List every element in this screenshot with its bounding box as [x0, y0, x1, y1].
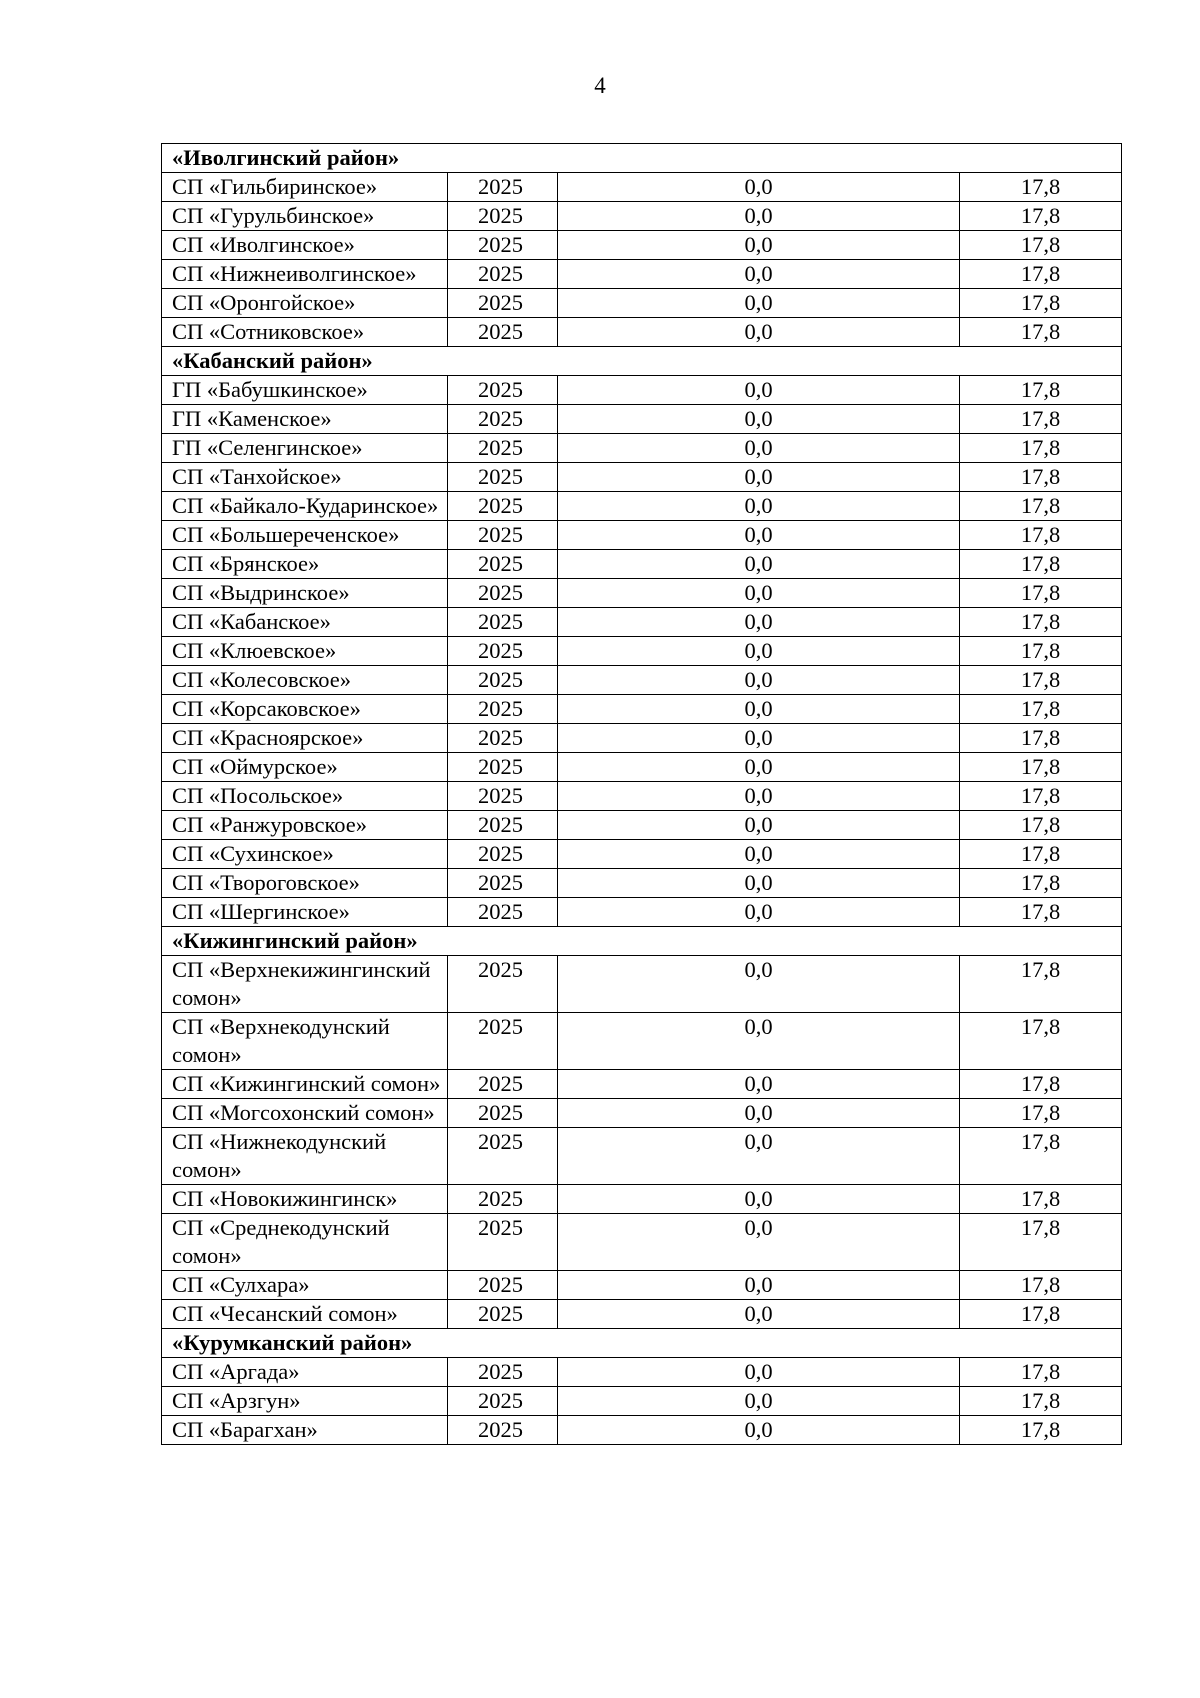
value-2-cell: 17,8: [960, 463, 1122, 492]
settlement-name-cell: СП «Корсаковское»: [162, 695, 448, 724]
value-1-cell: 0,0: [558, 405, 960, 434]
value-2-cell: 17,8: [960, 260, 1122, 289]
table-body: [162, 144, 1122, 1445]
value-1-cell: 0,0: [558, 898, 960, 927]
year-cell: 2025: [448, 695, 558, 724]
table-row: [162, 463, 1122, 492]
value-2-cell: 17,8: [960, 1128, 1122, 1185]
table-row: [162, 1416, 1122, 1445]
table-row: [162, 1185, 1122, 1214]
value-2-cell: 17,8: [960, 956, 1122, 1013]
value-2-cell: 17,8: [960, 1185, 1122, 1214]
value-2-cell: 17,8: [960, 173, 1122, 202]
settlement-name-cell: СП «Оронгойское»: [162, 289, 448, 318]
table-row: [162, 637, 1122, 666]
settlement-name-cell: СП «Сотниковское»: [162, 318, 448, 347]
value-1-cell: 0,0: [558, 811, 960, 840]
value-2-cell: 17,8: [960, 405, 1122, 434]
year-cell: 2025: [448, 608, 558, 637]
year-cell: 2025: [448, 782, 558, 811]
year-cell: 2025: [448, 666, 558, 695]
settlement-name-cell: ГП «Бабушкинское»: [162, 376, 448, 405]
table-row: [162, 202, 1122, 231]
value-2-cell: 17,8: [960, 753, 1122, 782]
settlement-name-cell: СП «Барагхан»: [162, 1416, 448, 1445]
value-2-cell: 17,8: [960, 521, 1122, 550]
table-row: [162, 869, 1122, 898]
year-cell: 2025: [448, 579, 558, 608]
value-1-cell: 0,0: [558, 637, 960, 666]
table-row: [162, 1358, 1122, 1387]
table-row: [162, 521, 1122, 550]
table-row: [162, 579, 1122, 608]
table-row: [162, 753, 1122, 782]
table-row: [162, 492, 1122, 521]
value-2-cell: 17,8: [960, 1300, 1122, 1329]
section-header-row: [162, 347, 1122, 376]
value-1-cell: 0,0: [558, 202, 960, 231]
table-row: [162, 608, 1122, 637]
section-header-row: [162, 927, 1122, 956]
year-cell: 2025: [448, 753, 558, 782]
value-1-cell: 0,0: [558, 608, 960, 637]
settlement-name-cell: СП «Танхойское»: [162, 463, 448, 492]
value-2-cell: 17,8: [960, 782, 1122, 811]
settlement-name-cell: СП «Верхнекижингинский сомон»: [162, 956, 448, 1013]
value-2-cell: 17,8: [960, 492, 1122, 521]
table-row: [162, 260, 1122, 289]
table-row: [162, 1128, 1122, 1185]
year-cell: 2025: [448, 289, 558, 318]
value-1-cell: 0,0: [558, 260, 960, 289]
section-title: «Иволгинский район»: [162, 144, 1122, 173]
value-1-cell: 0,0: [558, 1099, 960, 1128]
value-1-cell: 0,0: [558, 956, 960, 1013]
settlement-name-cell: ГП «Каменское»: [162, 405, 448, 434]
settlement-name-cell: СП «Ранжуровское»: [162, 811, 448, 840]
year-cell: 2025: [448, 1387, 558, 1416]
value-2-cell: 17,8: [960, 1387, 1122, 1416]
value-1-cell: 0,0: [558, 724, 960, 753]
year-cell: 2025: [448, 898, 558, 927]
value-2-cell: 17,8: [960, 289, 1122, 318]
year-cell: 2025: [448, 202, 558, 231]
settlement-name-cell: СП «Большереченское»: [162, 521, 448, 550]
settlement-name-cell: СП «Могсохонский сомон»: [162, 1099, 448, 1128]
value-2-cell: 17,8: [960, 666, 1122, 695]
table-row: [162, 695, 1122, 724]
year-cell: 2025: [448, 405, 558, 434]
table-row: [162, 550, 1122, 579]
settlement-name-cell: СП «Красноярское»: [162, 724, 448, 753]
section-title: «Кабанский район»: [162, 347, 1122, 376]
settlement-name-cell: СП «Аргада»: [162, 1358, 448, 1387]
table-row: [162, 231, 1122, 260]
value-2-cell: 17,8: [960, 550, 1122, 579]
value-1-cell: 0,0: [558, 521, 960, 550]
table-row: [162, 289, 1122, 318]
settlement-name-cell: ГП «Селенгинское»: [162, 434, 448, 463]
value-1-cell: 0,0: [558, 1214, 960, 1271]
value-2-cell: 17,8: [960, 434, 1122, 463]
year-cell: 2025: [448, 1070, 558, 1099]
settlement-name-cell: СП «Кабанское»: [162, 608, 448, 637]
value-1-cell: 0,0: [558, 1185, 960, 1214]
year-cell: 2025: [448, 1013, 558, 1070]
value-2-cell: 17,8: [960, 318, 1122, 347]
year-cell: 2025: [448, 550, 558, 579]
section-header-row: [162, 1329, 1122, 1358]
year-cell: 2025: [448, 956, 558, 1013]
value-1-cell: 0,0: [558, 579, 960, 608]
year-cell: 2025: [448, 811, 558, 840]
table-row: [162, 840, 1122, 869]
value-1-cell: 0,0: [558, 695, 960, 724]
value-1-cell: 0,0: [558, 1358, 960, 1387]
year-cell: 2025: [448, 1128, 558, 1185]
settlement-name-cell: СП «Клюевское»: [162, 637, 448, 666]
value-2-cell: 17,8: [960, 376, 1122, 405]
year-cell: 2025: [448, 869, 558, 898]
settlement-name-cell: СП «Колесовское»: [162, 666, 448, 695]
table-row: [162, 956, 1122, 1013]
value-1-cell: 0,0: [558, 289, 960, 318]
value-1-cell: 0,0: [558, 318, 960, 347]
value-2-cell: 17,8: [960, 898, 1122, 927]
year-cell: 2025: [448, 492, 558, 521]
year-cell: 2025: [448, 318, 558, 347]
value-1-cell: 0,0: [558, 463, 960, 492]
table-row: [162, 782, 1122, 811]
settlement-name-cell: СП «Посольское»: [162, 782, 448, 811]
value-2-cell: 17,8: [960, 811, 1122, 840]
year-cell: 2025: [448, 521, 558, 550]
value-1-cell: 0,0: [558, 869, 960, 898]
settlement-name-cell: СП «Твороговское»: [162, 869, 448, 898]
table-row: [162, 1013, 1122, 1070]
year-cell: 2025: [448, 1214, 558, 1271]
value-1-cell: 0,0: [558, 782, 960, 811]
data-table: [161, 143, 1122, 1445]
value-2-cell: 17,8: [960, 1358, 1122, 1387]
settlement-name-cell: СП «Брянское»: [162, 550, 448, 579]
value-2-cell: 17,8: [960, 840, 1122, 869]
settlement-name-cell: СП «Сулхара»: [162, 1271, 448, 1300]
section-header-row: [162, 144, 1122, 173]
table-row: [162, 318, 1122, 347]
year-cell: 2025: [448, 1416, 558, 1445]
year-cell: 2025: [448, 637, 558, 666]
settlement-name-cell: СП «Гурульбинское»: [162, 202, 448, 231]
settlement-name-cell: СП «Нижнеиволгинское»: [162, 260, 448, 289]
value-2-cell: 17,8: [960, 637, 1122, 666]
table-row: [162, 1300, 1122, 1329]
year-cell: 2025: [448, 1300, 558, 1329]
value-2-cell: 17,8: [960, 231, 1122, 260]
value-2-cell: 17,8: [960, 608, 1122, 637]
settlement-name-cell: СП «Байкало-Кударинское»: [162, 492, 448, 521]
value-1-cell: 0,0: [558, 753, 960, 782]
value-2-cell: 17,8: [960, 1271, 1122, 1300]
table-row: [162, 1214, 1122, 1271]
table-row: [162, 666, 1122, 695]
table-row: [162, 1070, 1122, 1099]
settlement-name-cell: СП «Среднекодунский сомон»: [162, 1214, 448, 1271]
value-1-cell: 0,0: [558, 173, 960, 202]
value-2-cell: 17,8: [960, 1099, 1122, 1128]
section-title: «Кижингинский район»: [162, 927, 1122, 956]
year-cell: 2025: [448, 463, 558, 492]
value-2-cell: 17,8: [960, 1013, 1122, 1070]
year-cell: 2025: [448, 1185, 558, 1214]
value-1-cell: 0,0: [558, 1013, 960, 1070]
year-cell: 2025: [448, 1358, 558, 1387]
page-number: 4: [594, 73, 606, 98]
table-row: [162, 898, 1122, 927]
value-2-cell: 17,8: [960, 579, 1122, 608]
value-2-cell: 17,8: [960, 1214, 1122, 1271]
value-1-cell: 0,0: [558, 1416, 960, 1445]
settlement-name-cell: СП «Иволгинское»: [162, 231, 448, 260]
settlement-name-cell: СП «Верхнекодунский сомон»: [162, 1013, 448, 1070]
year-cell: 2025: [448, 840, 558, 869]
table-row: [162, 173, 1122, 202]
settlement-name-cell: СП «Выдринское»: [162, 579, 448, 608]
value-1-cell: 0,0: [558, 434, 960, 463]
year-cell: 2025: [448, 724, 558, 753]
table-row: [162, 811, 1122, 840]
year-cell: 2025: [448, 173, 558, 202]
settlement-name-cell: СП «Новокижингинск»: [162, 1185, 448, 1214]
table-row: [162, 1271, 1122, 1300]
value-1-cell: 0,0: [558, 666, 960, 695]
settlement-name-cell: СП «Арзгун»: [162, 1387, 448, 1416]
table-row: [162, 376, 1122, 405]
year-cell: 2025: [448, 376, 558, 405]
value-1-cell: 0,0: [558, 231, 960, 260]
section-title: «Курумканский район»: [162, 1329, 1122, 1358]
value-1-cell: 0,0: [558, 492, 960, 521]
table-row: [162, 405, 1122, 434]
settlement-name-cell: СП «Шергинское»: [162, 898, 448, 927]
value-1-cell: 0,0: [558, 376, 960, 405]
value-1-cell: 0,0: [558, 1070, 960, 1099]
year-cell: 2025: [448, 1271, 558, 1300]
value-2-cell: 17,8: [960, 695, 1122, 724]
table-row: [162, 1387, 1122, 1416]
settlement-name-cell: СП «Кижингинский сомон»: [162, 1070, 448, 1099]
value-2-cell: 17,8: [960, 869, 1122, 898]
table-row: [162, 724, 1122, 753]
table-row: [162, 434, 1122, 463]
value-1-cell: 0,0: [558, 1300, 960, 1329]
value-1-cell: 0,0: [558, 1128, 960, 1185]
year-cell: 2025: [448, 231, 558, 260]
value-2-cell: 17,8: [960, 1070, 1122, 1099]
table-row: [162, 1099, 1122, 1128]
value-1-cell: 0,0: [558, 550, 960, 579]
value-2-cell: 17,8: [960, 202, 1122, 231]
value-1-cell: 0,0: [558, 1387, 960, 1416]
value-1-cell: 0,0: [558, 1271, 960, 1300]
value-2-cell: 17,8: [960, 1416, 1122, 1445]
settlement-name-cell: СП «Нижнекодунский сомон»: [162, 1128, 448, 1185]
value-2-cell: 17,8: [960, 724, 1122, 753]
value-1-cell: 0,0: [558, 840, 960, 869]
settlement-name-cell: СП «Чесанский сомон»: [162, 1300, 448, 1329]
settlement-name-cell: СП «Гильбиринское»: [162, 173, 448, 202]
settlement-name-cell: СП «Сухинское»: [162, 840, 448, 869]
year-cell: 2025: [448, 1099, 558, 1128]
settlement-name-cell: СП «Оймурское»: [162, 753, 448, 782]
year-cell: 2025: [448, 260, 558, 289]
year-cell: 2025: [448, 434, 558, 463]
